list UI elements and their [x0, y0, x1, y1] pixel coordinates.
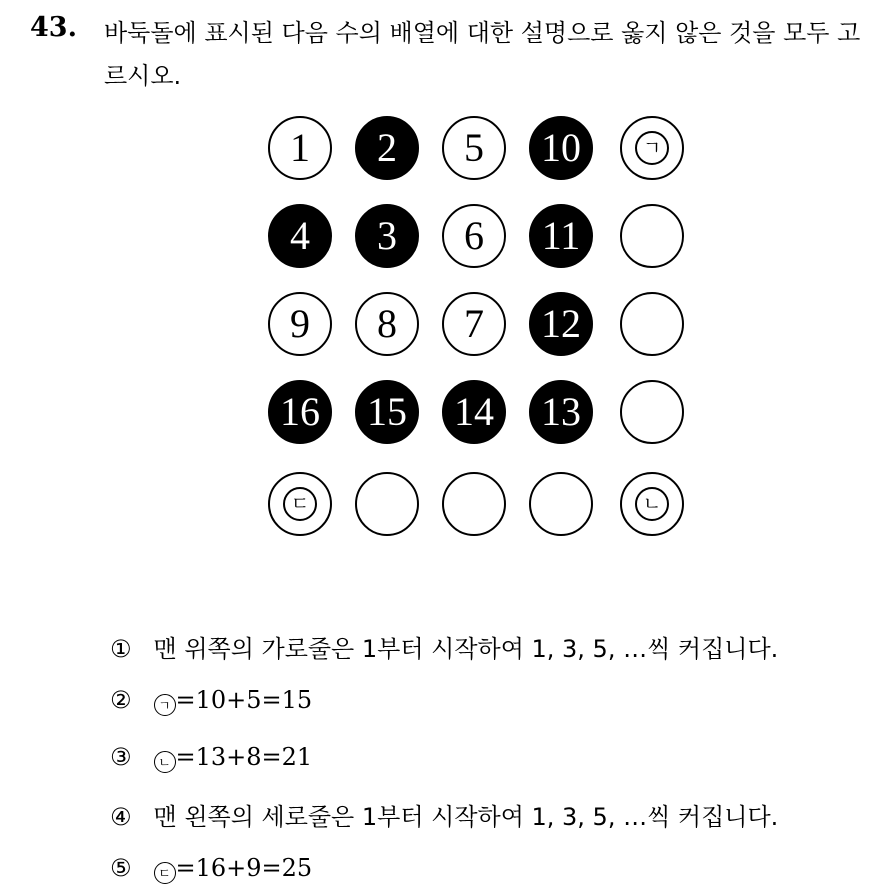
- option-text: 맨 왼쪽의 세로줄은 1부터 시작하여 1, 3, 5, …씩 커집니다.: [153, 803, 779, 831]
- black-stone: 10: [529, 116, 593, 180]
- black-stone: 13: [529, 380, 593, 444]
- question-number: 43.: [30, 12, 77, 43]
- go-stone-grid: [268, 116, 698, 554]
- circled-label: ㄷ: [154, 862, 176, 884]
- white-stone: [620, 204, 684, 268]
- option-marker: ③: [110, 743, 132, 771]
- stone-label: ㄱ: [635, 131, 669, 165]
- black-stone: 2: [355, 116, 419, 180]
- go-stone-labeled: [620, 472, 684, 536]
- white-stone: 6: [442, 204, 506, 268]
- black-stone: 11: [529, 204, 593, 268]
- option-4: [110, 797, 778, 832]
- circled-label: ㄴ: [154, 751, 176, 773]
- white-stone: 7: [442, 292, 506, 356]
- option-expression: =16+9=25: [175, 854, 313, 882]
- question-text: 바둑돌에 표시된 다음 수의 배열에 대한 설명으로 옳지 않은 것을 모두 고르시오.: [104, 19, 861, 90]
- go-stone-labeled: [620, 116, 684, 180]
- go-stone-labeled: [268, 472, 332, 536]
- white-stone: [529, 472, 593, 536]
- white-stone: 5: [442, 116, 506, 180]
- option-expression: =13+8=21: [175, 743, 313, 771]
- option-3: [110, 743, 312, 773]
- option-5: [110, 854, 312, 884]
- white-stone: 8: [355, 292, 419, 356]
- white-stone: [355, 472, 419, 536]
- option-marker: ⑤: [110, 854, 132, 882]
- white-stone: [620, 292, 684, 356]
- option-2: [110, 686, 312, 716]
- stone-label: ㄷ: [283, 487, 317, 521]
- option-text: 맨 위쪽의 가로줄은 1부터 시작하여 1, 3, 5, …씩 커집니다.: [153, 635, 779, 663]
- stone-label: ㄴ: [635, 487, 669, 521]
- black-stone: 14: [442, 380, 506, 444]
- option-marker: ①: [110, 635, 132, 663]
- circled-label: ㄱ: [154, 694, 176, 716]
- option-marker: ④: [110, 803, 132, 831]
- black-stone: 4: [268, 204, 332, 268]
- white-stone: 9: [268, 292, 332, 356]
- option-1: [110, 629, 778, 664]
- white-stone: 1: [268, 116, 332, 180]
- white-stone: [620, 380, 684, 444]
- black-stone: 3: [355, 204, 419, 268]
- black-stone: 12: [529, 292, 593, 356]
- white-stone: [442, 472, 506, 536]
- black-stone: 16: [268, 380, 332, 444]
- option-marker: ②: [110, 686, 132, 714]
- black-stone: 15: [355, 380, 419, 444]
- option-expression: =10+5=15: [175, 686, 313, 714]
